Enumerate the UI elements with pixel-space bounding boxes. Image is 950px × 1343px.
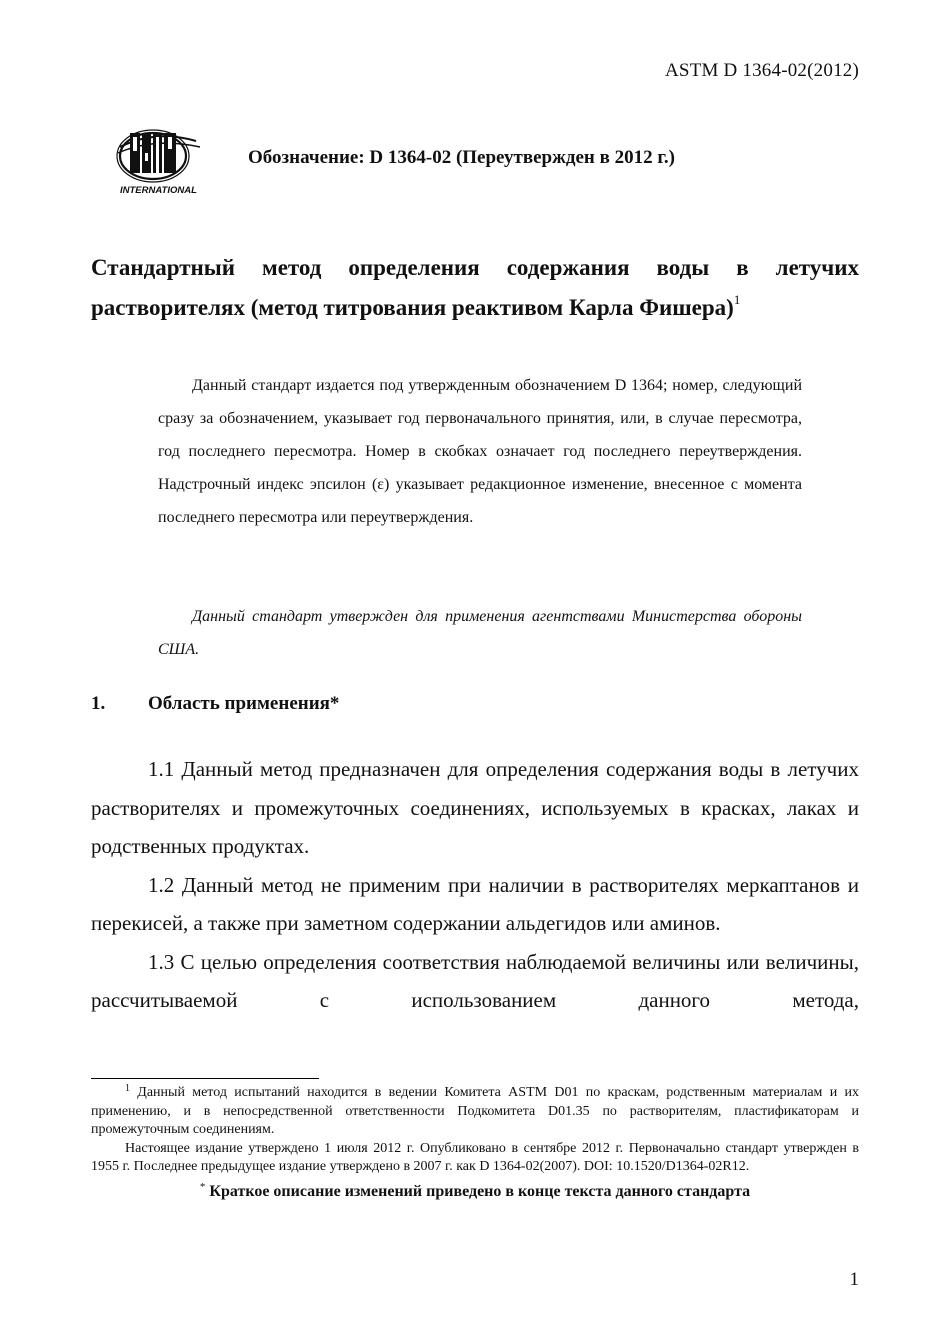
logo-caption: INTERNATIONAL bbox=[120, 185, 197, 196]
footnote-marker: 1 bbox=[125, 1083, 130, 1094]
document-title bbox=[91, 248, 859, 328]
page-number: 1 bbox=[849, 1269, 859, 1290]
astm-logo bbox=[116, 123, 202, 197]
footnote-divider bbox=[91, 1078, 319, 1079]
summary-marker: * bbox=[199, 1180, 206, 1193]
section-heading bbox=[91, 693, 339, 715]
document-code: ASTM D 1364-02(2012) bbox=[665, 60, 859, 81]
footnote-committee bbox=[91, 1084, 859, 1140]
section-body bbox=[91, 750, 859, 1020]
designation: Обозначение: D 1364-02 (Переутвержден в 2012 г.) bbox=[248, 147, 675, 168]
title-footnote-ref: 1 bbox=[733, 292, 741, 307]
issuance-note-text: Данный стандарт издается под утвержденным обозначением D 1364; номер, следующий сразу за обозначением, указывает год первоначального принятия, или, в случае пересмотра, год последнего пересмотра. Номер в скобках означает год последнего переутверждения. Надстрочный индекс эпсилон (ε) указывает редакционное изменение, внесенное с момента последнего пересмотра или переутверждения. bbox=[158, 377, 802, 526]
dod-note bbox=[158, 600, 802, 666]
section-title: Область применения* bbox=[148, 693, 340, 714]
paragraph-1-3: 1.3 С целью определения соответствия наблюдаемой величины или величины, рассчитываемой с использованием данного метода, bbox=[91, 949, 859, 1012]
footnotes bbox=[91, 1084, 859, 1201]
paragraph-1-1: 1.1 Данный метод предназначен для определения содержания воды в летучих растворителях и промежуточных соединениях, используемых в красках, лаках и родственных продуктах. bbox=[91, 757, 859, 858]
paragraph-1-2: 1.2 Данный метод не применим при наличии в растворителях меркаптанов и перекисей, а также при заметном содержании альдегидов или аминов. bbox=[91, 872, 859, 935]
footnote-committee-text: Данный метод испытаний находится в ведении Комитета ASTM D01 по краскам, родственным материалам и их применению, и в непосредственной ответственности Подкомитета D01.35 по растворителям, пластификаторам и промежуточным соединениям. bbox=[91, 1085, 859, 1137]
section-number: 1. bbox=[91, 693, 106, 714]
footnote-edition: Настоящее издание утверждено 1 июля 2012 г. Опубликовано в сентябре 2012 г. Первоначально стандарт утвержден в 1955 г. Последнее предыдущее издание утверждено в 2007 г. как D 1364-02(2007). DOI: 10.1520/D1364-02R12. bbox=[91, 1140, 859, 1174]
astm-logo-icon bbox=[116, 123, 202, 197]
issuance-note bbox=[158, 369, 802, 534]
title-text: Стандартный метод определения содержания воды в летучих растворителях (метод титрования реактивом Карла Фишера) bbox=[91, 255, 859, 320]
dod-note-text: Данный стандарт утвержден для применения агентствами Министерства обороны США. bbox=[158, 608, 802, 658]
summary-text: Краткое описание изменений приведено в конце текста данного стандарта bbox=[209, 1182, 751, 1200]
footnote-summary bbox=[91, 1180, 859, 1202]
